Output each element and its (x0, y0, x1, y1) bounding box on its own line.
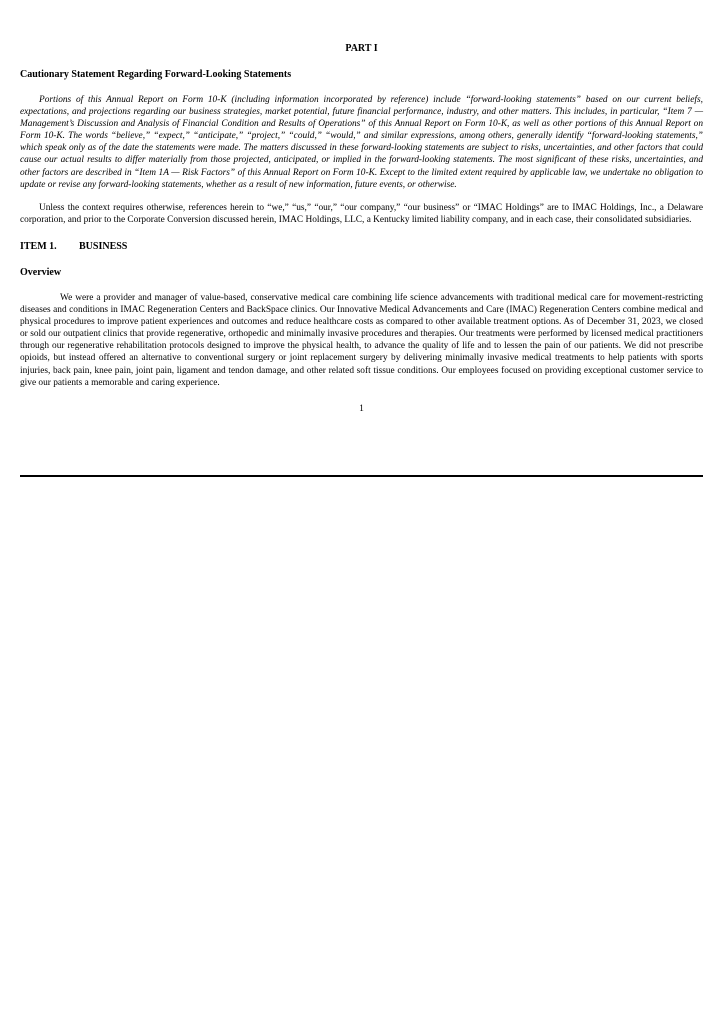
cautionary-paragraph: Portions of this Annual Report on Form 10-K (including information incorporated by reference) include “forward-looking statements” based on our current beliefs, expectations, and projections regarding our business strategies, market potential, future financial performance, industry, and other matters. This includes, in particular, “Item 7 — Management’s Discussion and Analysis of Financial Condition and Results of Operations” of this Annual Report on Form 10-K, as well as other portions of this Annual Report on Form 10-K. The words “believe,” “expect,” “anticipate,” “project,” “could,” “would,” and similar expressions, among others, generally identify “forward-looking statements,” which speak only as of the date the statements were made. The matters discussed in these forward-looking statements are subject to risks, uncertainties, and other factors that could cause our actual results to differ materially from those projected, anticipated, or implied in the forward-looking statements. The most significant of these risks, uncertainties, and other factors are described in “Item 1A — Risk Factors” of this Annual Report on Form 10-K. Except to the limited extent required by applicable law, we undertake no obligation to update or revise any forward-looking statements, whether as a result of new information, future events, or otherwise. (20, 95, 703, 190)
overview-paragraph: We were a provider and manager of value-based, conservative medical care combining life science advancements with traditional medical care for movement-restricting diseases and conditions in IMAC Regeneration Centers and BackSpace clinics. Our Innovative Medical Advancements and Care (IMAC) Regeneration Centers combine medical and physical procedures to improve patient experiences and outcomes and reduce healthcare costs as compared to other available treatment options. As of December 31, 2023, we closed or sold our outpatient clinics that provide regenerative, orthopedic and minimally invasive procedures and therapies. Our treatments were performed by licensed medical practitioners through our regenerative rehabilitation protocols designed to improve the physical health, to advance the quality of life and to lessen the pain of our patients. We did not prescribe opioids, but instead offered an alternative to conventional surgery or joint replacement surgery by delivering minimally invasive medical treatments to help patients with sports injuries, back pain, knee pain, joint pain, ligament and tendon damage, and other related soft tissue conditions. Our employees focused on providing exceptional customer service to give our patients a memorable and caring experience. (20, 292, 703, 388)
page-divider (20, 475, 703, 477)
part-title: PART I (345, 43, 378, 54)
item-number: ITEM 1. (20, 240, 57, 252)
context-paragraph: Unless the context requires otherwise, references herein to “we,” “us,” “our,” “our company,” “our business” or “IMAC Holdings” are to IMAC Holdings, Inc., a Delaware corporation, and prior to the Corporate Conversion discussed herein, IMAC Holdings, LLC, a Kentucky limited liability company, and in each case, their consolidated subsidiaries. (20, 202, 703, 225)
document-page (20, 42, 703, 415)
page-number: 1 (359, 403, 364, 414)
item-heading (20, 240, 703, 253)
overview-heading: Overview (20, 266, 62, 278)
cautionary-heading: Cautionary Statement Regarding Forward-Looking Statements (20, 69, 292, 80)
item-title: BUSINESS (79, 240, 128, 252)
